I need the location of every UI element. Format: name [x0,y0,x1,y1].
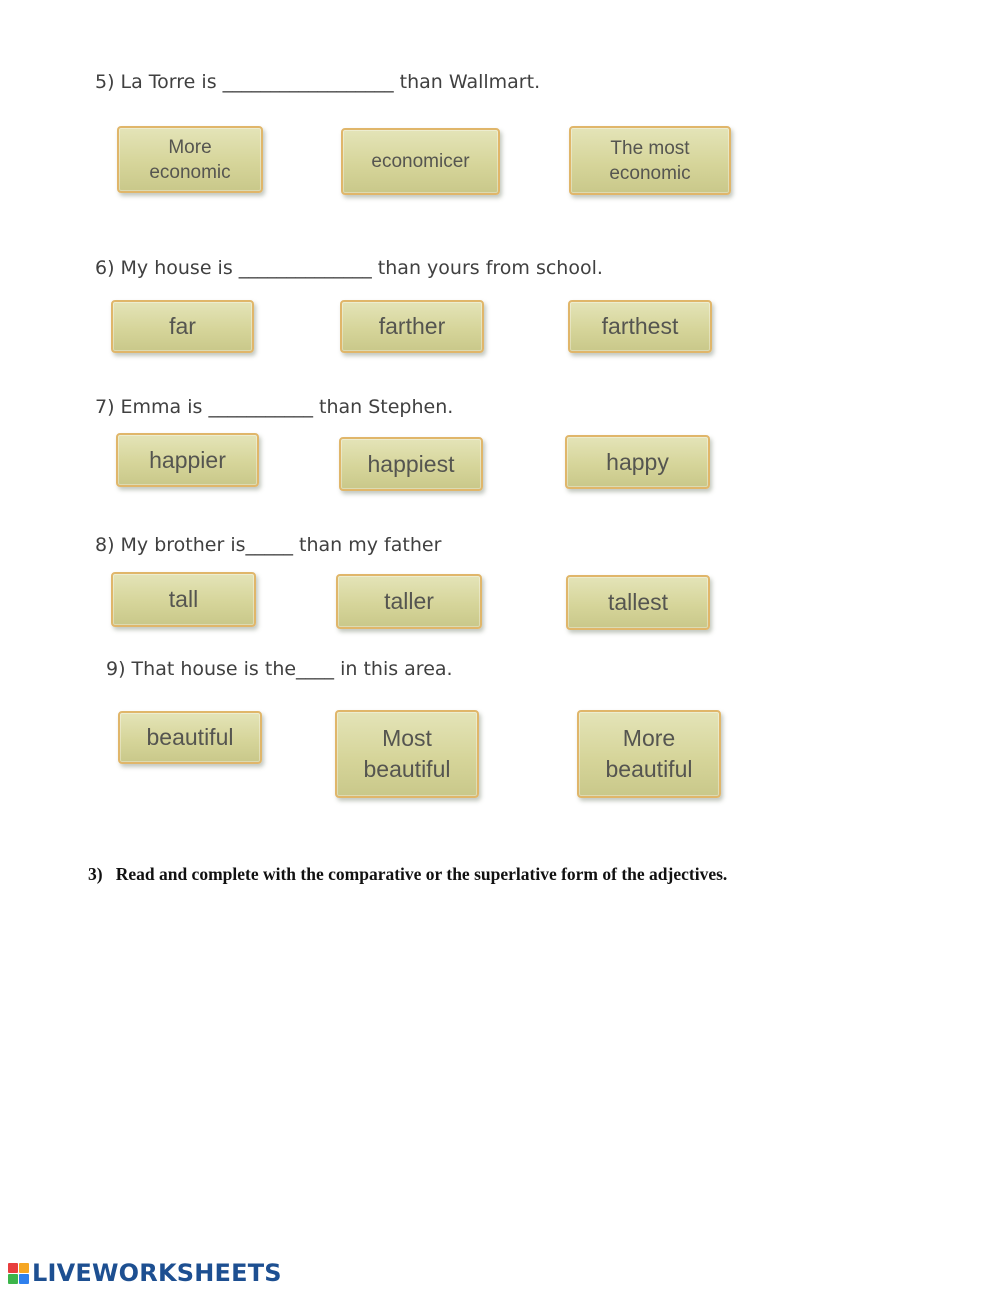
option-far[interactable] [111,300,254,353]
option-more-beautiful[interactable] [577,710,721,798]
logo-square [19,1263,29,1273]
option-line: economic [149,161,231,183]
option-line: economicer [371,151,470,172]
option-taller[interactable] [336,574,482,629]
logo-square [19,1274,29,1284]
option-line: The most [610,137,690,159]
option-happier[interactable] [116,433,259,487]
option-tallest[interactable] [566,575,710,630]
footer-brand [8,1258,282,1288]
option-line: beautiful [605,756,693,782]
question-5: 5) La Torre is __________________ than Wallmart. [95,71,541,93]
question-6: 6) My house is ______________ than yours from school. [95,257,603,279]
option-line: More [168,136,212,158]
question-9: 9) That house is the____ in this area. [106,658,453,680]
option-line: tall [168,586,199,612]
question-8: 8) My brother is_____ than my father [95,534,442,556]
option-line: farthest [601,313,679,339]
option-line: More [622,725,676,751]
option-tall[interactable] [111,572,256,627]
option-beautiful[interactable] [118,711,262,764]
option-line: happier [149,446,226,473]
logo-square [8,1263,18,1273]
option-economicer[interactable] [341,128,500,195]
option-line: tallest [607,589,669,615]
option-happiest[interactable] [339,437,483,491]
option-farthest[interactable] [568,300,712,353]
liveworksheets-logo-icon [8,1263,29,1284]
option-line: Most [382,725,432,751]
logo-square [8,1274,18,1284]
option-more-economic[interactable] [117,126,263,193]
option-the-most-economic[interactable] [569,126,731,195]
option-line: far [169,313,196,339]
option-line: happy [606,448,669,475]
option-happy[interactable] [565,435,710,489]
brand-name: LIVEWORKSHEETS [32,1259,282,1287]
option-most-beautiful[interactable] [335,710,479,798]
task-instruction [88,864,727,885]
option-farther[interactable] [340,300,484,353]
option-line: economic [609,162,691,184]
option-line: beautiful [146,724,234,750]
question-7: 7) Emma is ___________ than Stephen. [95,396,454,418]
task-text: Read and complete with the comparative or the superlative form of the adjectives. [115,864,728,884]
option-line: farther [378,313,446,339]
task-number: 3) [88,864,103,884]
option-line: happiest [367,450,455,477]
option-line: taller [384,588,434,614]
option-line: beautiful [363,756,451,782]
